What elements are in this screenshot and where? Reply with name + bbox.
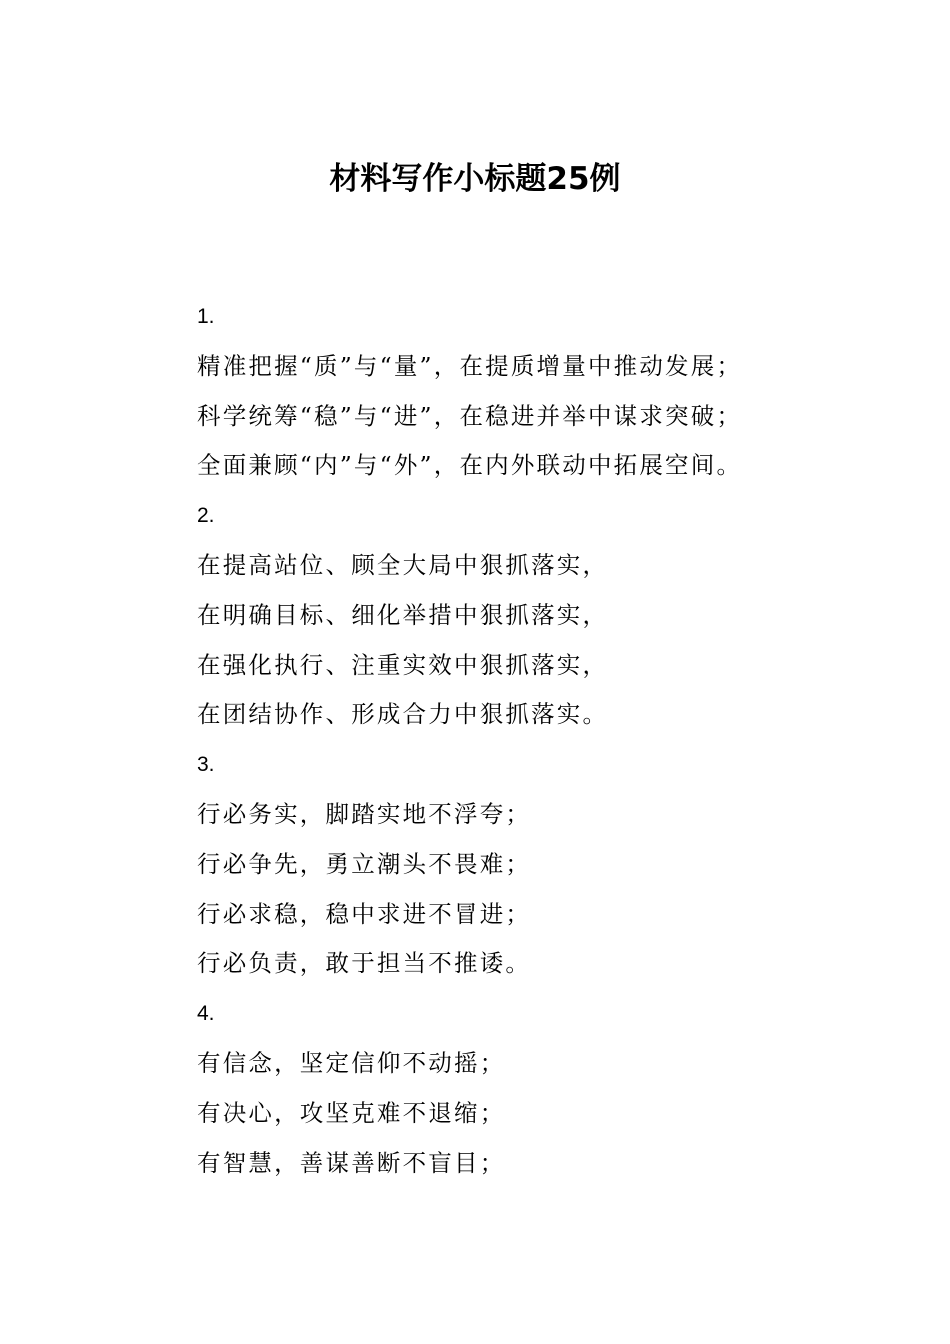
body-line: 科学统筹“稳”与“进”，在稳进并举中谋求突破； xyxy=(197,401,743,430)
section-number: 3. xyxy=(197,753,215,777)
body-line: 有决心，攻坚克难不退缩； xyxy=(197,1098,506,1127)
body-line: 在团结协作、形成合力中狠抓落实。 xyxy=(197,700,609,729)
body-line: 在明确目标、细化举措中狠抓落实， xyxy=(197,600,609,629)
body-line: 有信念，坚定信仰不动摇； xyxy=(197,1048,506,1077)
body-line: 精准把握“质”与“量”，在提质增量中推动发展； xyxy=(197,351,743,380)
body-line: 行必争先，勇立潮头不畏难； xyxy=(197,849,532,878)
document-body xyxy=(197,292,837,1188)
body-line: 有智慧，善谋善断不盲目； xyxy=(197,1148,506,1177)
section-number: 1. xyxy=(197,305,215,328)
body-line: 行必求稳，稳中求进不冒进； xyxy=(197,899,532,928)
section-number: 2. xyxy=(197,504,215,528)
body-line: 全面兼顾“内”与“外”，在内外联动中拓展空间。 xyxy=(197,451,743,480)
body-line: 在提高站位、顾全大局中狠抓落实， xyxy=(197,550,609,579)
section-number: 4. xyxy=(197,1002,215,1026)
body-line: 在强化执行、注重实效中狠抓落实， xyxy=(197,650,609,679)
body-line: 行必负责，敢于担当不推诿。 xyxy=(197,949,532,978)
body-line: 行必务实，脚踏实地不浮夸； xyxy=(197,799,532,828)
document-title: 材料写作小标题25例 xyxy=(329,161,621,197)
